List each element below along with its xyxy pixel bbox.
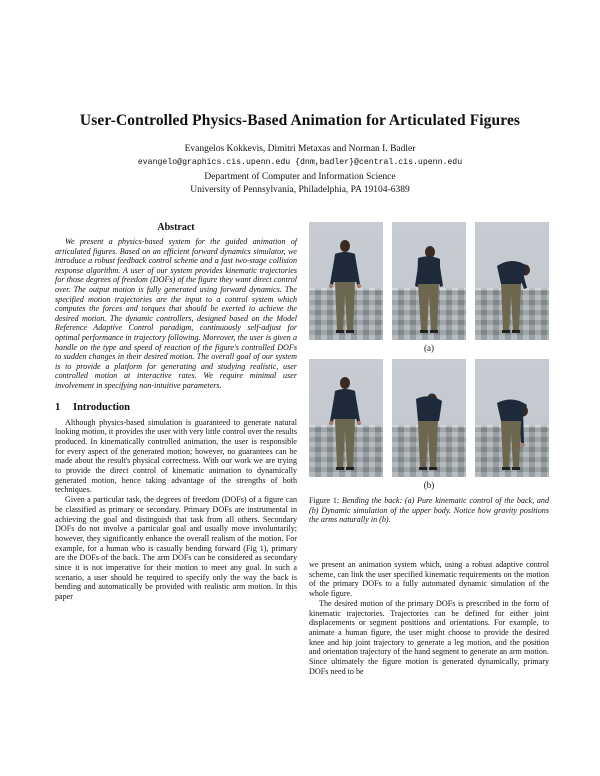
bent-figure-image [475,359,549,477]
figure-frame-a3 [475,222,549,340]
figure-frame-a2 [392,222,466,340]
caption-label: Figure 1: [309,496,340,505]
figure-row-a [309,222,549,340]
figure-frame-b2 [392,359,466,477]
intro-paragraph-1: Although physics-based simulation is guaranteed to generate natural looking motion, it provides the user with very little control over the results produced. In kinematically controlled animation, the user is responsible for every aspect of the generated motion; however, no guarantees can be made about the result's physical correctness. With our work we are trying to provide the direct control of kinematic animation to dynamically generated motion, hence taking advantage of the strengths of both techniques. [55,417,297,495]
author-emails: evangelo@graphics.cis.upenn.edu {dnm,badler}@central.cis.upenn.edu [137,158,463,167]
figure-label-b: (b) [423,480,435,490]
figure-label-a: (a) [424,343,434,353]
paper-authors: Evangelos Kokkevis, Dimitri Metaxas and Norman I. Badler [184,144,416,154]
bending-figure-image [392,359,466,477]
right-column-text [309,560,549,676]
caption-text: Bending the back: (a) Pure kinematic control of the back, and (b) Dynamic simulation of the upper body. Notice how gravity positions the arms naturally in (b). [309,496,550,525]
figure-frame-a1 [309,222,383,340]
section-title: Introduction [73,401,130,413]
paper-title: User-Controlled Physics-Based Animation for Articulated Figures [79,112,521,129]
author-department: Department of Computer and Information Science [204,172,396,182]
figure-frame-b3 [475,359,549,477]
figure-row-b [309,359,549,477]
figure-1 [309,222,549,525]
figure-frame-b1 [309,359,383,477]
abstract-heading: Abstract [157,222,195,233]
section-number: 1 [55,401,61,413]
figure-caption [309,496,549,525]
left-column [55,222,297,602]
standing-figure-image [309,359,383,477]
figure-grid [309,222,549,490]
bent-figure-image [475,222,549,340]
author-university: University of Pennsylvania, Philadelphia, PA 19104-6389 [190,185,410,195]
abstract-text: We present a physics-based system for the guided animation of articulated figures. Based on an efficient forward dynamics simulator, we introduce a robust feedback control scheme and a fast two-stage collision response algorithm. A user of our system provides kinematic trajectories for those degrees of freedom (DOFs) of the figure they want direct control over. The output motion is fully generated using forward dynamics. The specified motion trajectories are the input to a control system which computes the forces and torques that should be exerted to achieve the desired motion. The dynamic controllers, designed based on the Model Reference Adaptive Control paradigm, continuously self-adjust for optimal performance in trajectory following. Moreover, the user is given a handle on the type and speed of reaction of the figure's controlled DOFs to sudden changes in their desired motion. The overall goal of our system is to provide a platform for generating and studying realistic, user controlled motion at interactive rates. We require minimal user involvement in specifying non-intuitive parameters. [55,237,297,390]
right-paragraph-1: we present an animation system which, using a robust adaptive control scheme, can link the user specified kinematic requirements on the motion of the primary DOFs to a fully automated dynamic simulation of the whole figure. [309,560,549,599]
introduction-heading [55,402,297,413]
bending-figure-image [392,222,466,340]
right-paragraph-2: The desired motion of the primary DOFs is prescribed in the form of kinematic trajectories. Trajectories can be defined for either joint displacements or segment positions and orientations. For example, to animate a human figure, the user might choose to provide the desired knee and hip joint trajectory to generate a leg motion, and the position and orientation trajectory of the hand segment to generate an arm motion. Since ultimately the figure motion is generated dynamically, primary DOFs need to be [309,598,549,676]
standing-figure-image [309,222,383,340]
intro-paragraph-2: Given a particular task, the degrees of freedom (DOFs) of a figure can be classified as primary or secondary. Primary DOFs are instrumental in achieving the goal and distinguish that task from all others. Secondary DOFs do not involve a particular goal and usually move involuntarily; however, they significantly enhance the overall realism of the motion. For example, for a human who is casually bending forward (Fig 1), primary are the DOFs of the back. The arm DOFs can be considered as secondary since it is not imperative for their motion to meet any goal. In such a scenario, a user should be required to specify only the way the back is bending and automatically be provided with realistic arm motion. In this paper [55,495,297,602]
